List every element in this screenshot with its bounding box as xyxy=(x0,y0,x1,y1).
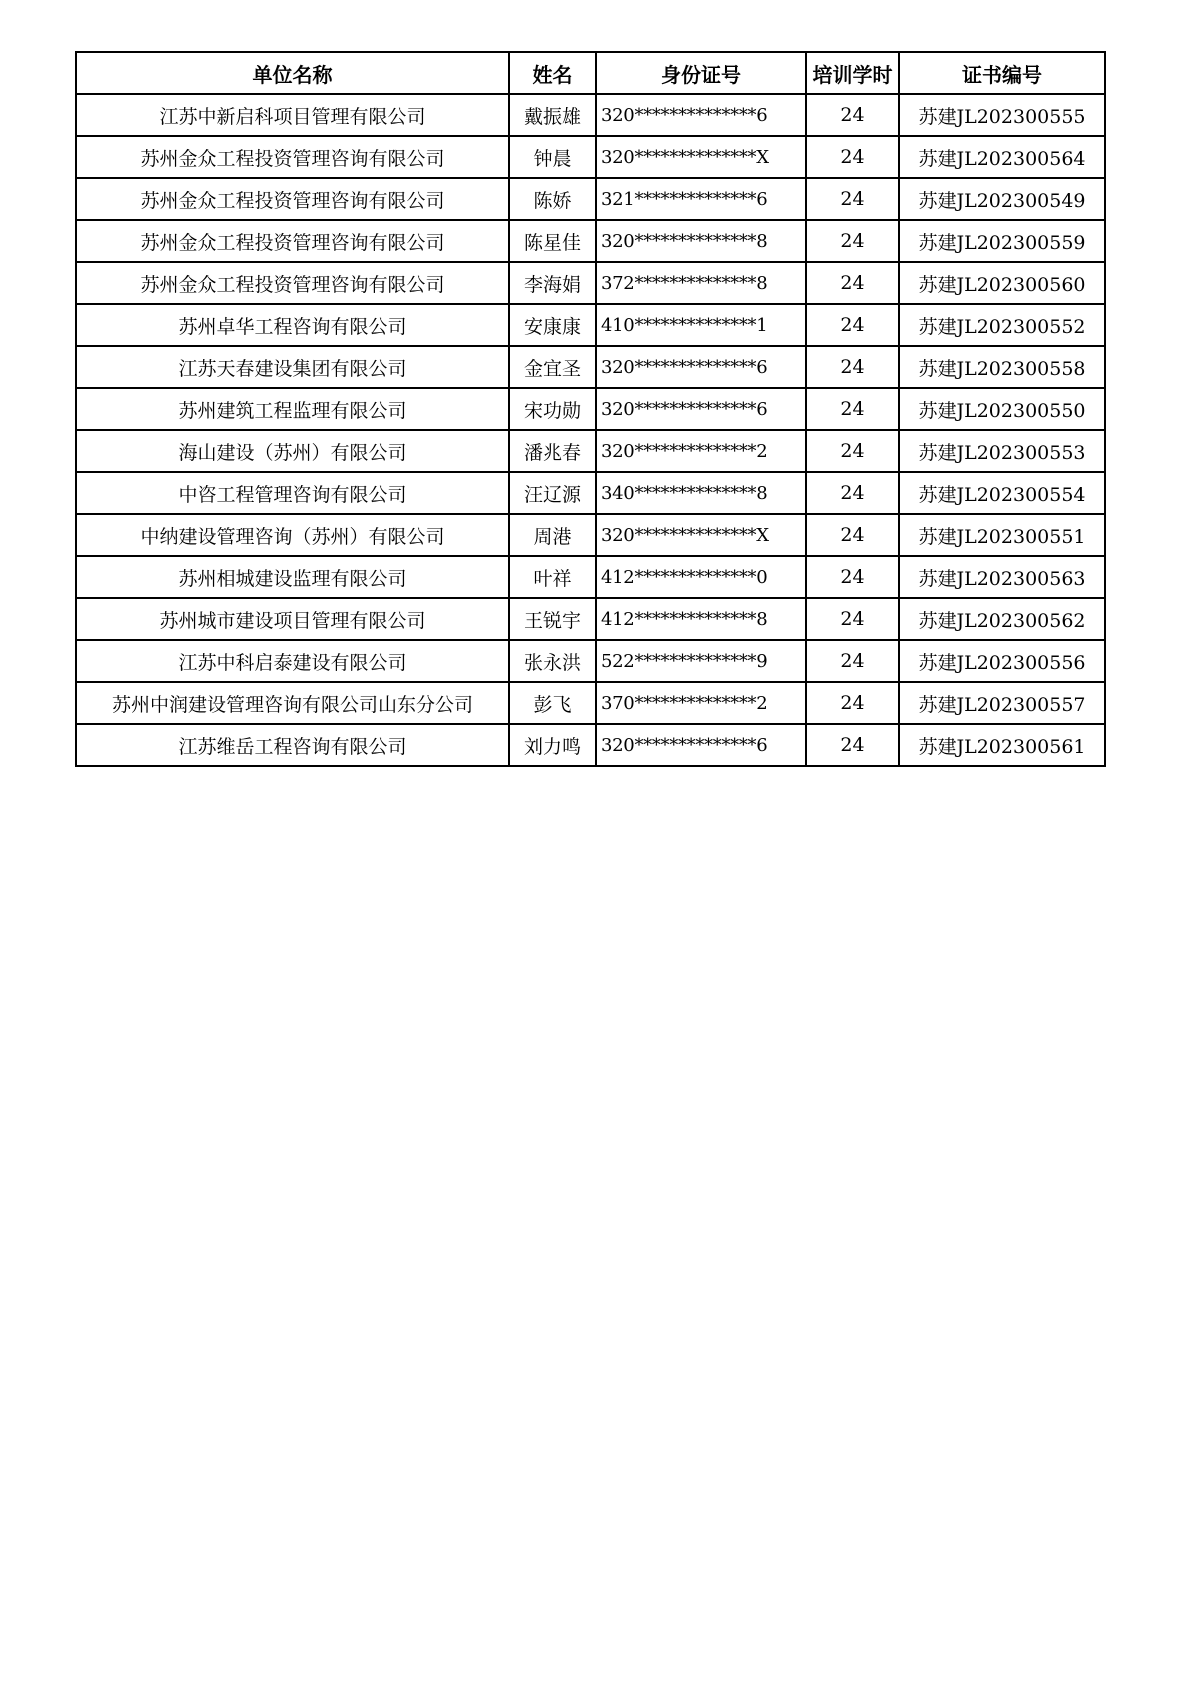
training-hours-cell: 24 xyxy=(806,724,899,766)
person-name-cell: 金宜圣 xyxy=(509,346,596,388)
person-name-cell: 戴振雄 xyxy=(509,94,596,136)
person-name-cell: 陈娇 xyxy=(509,178,596,220)
training-hours-cell: 24 xyxy=(806,304,899,346)
training-hours-cell: 24 xyxy=(806,430,899,472)
person-name-cell: 张永洪 xyxy=(509,640,596,682)
certificate-number-cell: 苏建JL202300562 xyxy=(899,598,1105,640)
certificate-number-cell: 苏建JL202300555 xyxy=(899,94,1105,136)
unit-name-cell: 苏州金众工程投资管理咨询有限公司 xyxy=(76,262,509,304)
header-unit-name: 单位名称 xyxy=(76,52,509,94)
unit-name-cell: 中纳建设管理咨询（苏州）有限公司 xyxy=(76,514,509,556)
table-row xyxy=(76,388,1105,430)
unit-name-cell: 苏州城市建设项目管理有限公司 xyxy=(76,598,509,640)
person-name-cell: 叶祥 xyxy=(509,556,596,598)
certificate-number-cell: 苏建JL202300551 xyxy=(899,514,1105,556)
unit-name-cell: 海山建设（苏州）有限公司 xyxy=(76,430,509,472)
id-number-cell: 340**************8 xyxy=(596,472,806,514)
training-hours-cell: 24 xyxy=(806,136,899,178)
certificate-number-cell: 苏建JL202300550 xyxy=(899,388,1105,430)
certificate-number-cell: 苏建JL202300561 xyxy=(899,724,1105,766)
training-hours-cell: 24 xyxy=(806,556,899,598)
unit-name-cell: 苏州建筑工程监理有限公司 xyxy=(76,388,509,430)
table-row xyxy=(76,178,1105,220)
unit-name-cell: 江苏中新启科项目管理有限公司 xyxy=(76,94,509,136)
certificate-number-cell: 苏建JL202300556 xyxy=(899,640,1105,682)
header-person-name: 姓名 xyxy=(509,52,596,94)
id-number-cell: 320**************6 xyxy=(596,388,806,430)
unit-name-cell: 苏州金众工程投资管理咨询有限公司 xyxy=(76,178,509,220)
table-body xyxy=(76,94,1105,766)
person-name-cell: 刘力鸣 xyxy=(509,724,596,766)
table-row xyxy=(76,472,1105,514)
id-number-cell: 410**************1 xyxy=(596,304,806,346)
table-row xyxy=(76,430,1105,472)
certificate-number-cell: 苏建JL202300554 xyxy=(899,472,1105,514)
id-number-cell: 320**************6 xyxy=(596,94,806,136)
table-row xyxy=(76,724,1105,766)
certificate-number-cell: 苏建JL202300549 xyxy=(899,178,1105,220)
header-training-hours: 培训学时 xyxy=(806,52,899,94)
training-hours-cell: 24 xyxy=(806,262,899,304)
id-number-cell: 372**************8 xyxy=(596,262,806,304)
table-row xyxy=(76,640,1105,682)
training-hours-cell: 24 xyxy=(806,178,899,220)
person-name-cell: 彭飞 xyxy=(509,682,596,724)
training-hours-cell: 24 xyxy=(806,640,899,682)
certificate-number-cell: 苏建JL202300553 xyxy=(899,430,1105,472)
id-number-cell: 320**************6 xyxy=(596,724,806,766)
person-name-cell: 王锐宇 xyxy=(509,598,596,640)
training-hours-cell: 24 xyxy=(806,220,899,262)
training-hours-cell: 24 xyxy=(806,388,899,430)
table-row xyxy=(76,682,1105,724)
table-row xyxy=(76,136,1105,178)
id-number-cell: 412**************0 xyxy=(596,556,806,598)
id-number-cell: 370**************2 xyxy=(596,682,806,724)
training-hours-cell: 24 xyxy=(806,598,899,640)
header-id-number: 身份证号 xyxy=(596,52,806,94)
unit-name-cell: 江苏天春建设集团有限公司 xyxy=(76,346,509,388)
unit-name-cell: 苏州卓华工程咨询有限公司 xyxy=(76,304,509,346)
id-number-cell: 320**************X xyxy=(596,514,806,556)
table-row xyxy=(76,220,1105,262)
id-number-cell: 320**************X xyxy=(596,136,806,178)
certificate-number-cell: 苏建JL202300558 xyxy=(899,346,1105,388)
training-hours-cell: 24 xyxy=(806,514,899,556)
unit-name-cell: 苏州金众工程投资管理咨询有限公司 xyxy=(76,136,509,178)
certificate-table xyxy=(75,51,1106,767)
header-row xyxy=(76,52,1105,94)
person-name-cell: 钟晨 xyxy=(509,136,596,178)
table-row xyxy=(76,556,1105,598)
id-number-cell: 522**************9 xyxy=(596,640,806,682)
unit-name-cell: 苏州相城建设监理有限公司 xyxy=(76,556,509,598)
header-certificate-number: 证书编号 xyxy=(899,52,1105,94)
id-number-cell: 320**************6 xyxy=(596,346,806,388)
person-name-cell: 陈星佳 xyxy=(509,220,596,262)
table-header xyxy=(76,52,1105,94)
unit-name-cell: 中咨工程管理咨询有限公司 xyxy=(76,472,509,514)
id-number-cell: 321**************6 xyxy=(596,178,806,220)
certificate-number-cell: 苏建JL202300557 xyxy=(899,682,1105,724)
unit-name-cell: 苏州中润建设管理咨询有限公司山东分公司 xyxy=(76,682,509,724)
training-hours-cell: 24 xyxy=(806,472,899,514)
certificate-number-cell: 苏建JL202300560 xyxy=(899,262,1105,304)
certificate-number-cell: 苏建JL202300563 xyxy=(899,556,1105,598)
person-name-cell: 宋功勋 xyxy=(509,388,596,430)
id-number-cell: 412**************8 xyxy=(596,598,806,640)
person-name-cell: 周港 xyxy=(509,514,596,556)
person-name-cell: 李海娟 xyxy=(509,262,596,304)
table-row xyxy=(76,262,1105,304)
table-row xyxy=(76,346,1105,388)
id-number-cell: 320**************2 xyxy=(596,430,806,472)
unit-name-cell: 江苏维岳工程咨询有限公司 xyxy=(76,724,509,766)
id-number-cell: 320**************8 xyxy=(596,220,806,262)
table-row xyxy=(76,514,1105,556)
training-hours-cell: 24 xyxy=(806,94,899,136)
unit-name-cell: 江苏中科启泰建设有限公司 xyxy=(76,640,509,682)
certificate-number-cell: 苏建JL202300564 xyxy=(899,136,1105,178)
certificate-number-cell: 苏建JL202300559 xyxy=(899,220,1105,262)
person-name-cell: 汪辽源 xyxy=(509,472,596,514)
table-row xyxy=(76,598,1105,640)
table-row xyxy=(76,304,1105,346)
unit-name-cell: 苏州金众工程投资管理咨询有限公司 xyxy=(76,220,509,262)
training-hours-cell: 24 xyxy=(806,346,899,388)
person-name-cell: 潘兆春 xyxy=(509,430,596,472)
certificate-number-cell: 苏建JL202300552 xyxy=(899,304,1105,346)
table-row xyxy=(76,94,1105,136)
person-name-cell: 安康康 xyxy=(509,304,596,346)
training-hours-cell: 24 xyxy=(806,682,899,724)
